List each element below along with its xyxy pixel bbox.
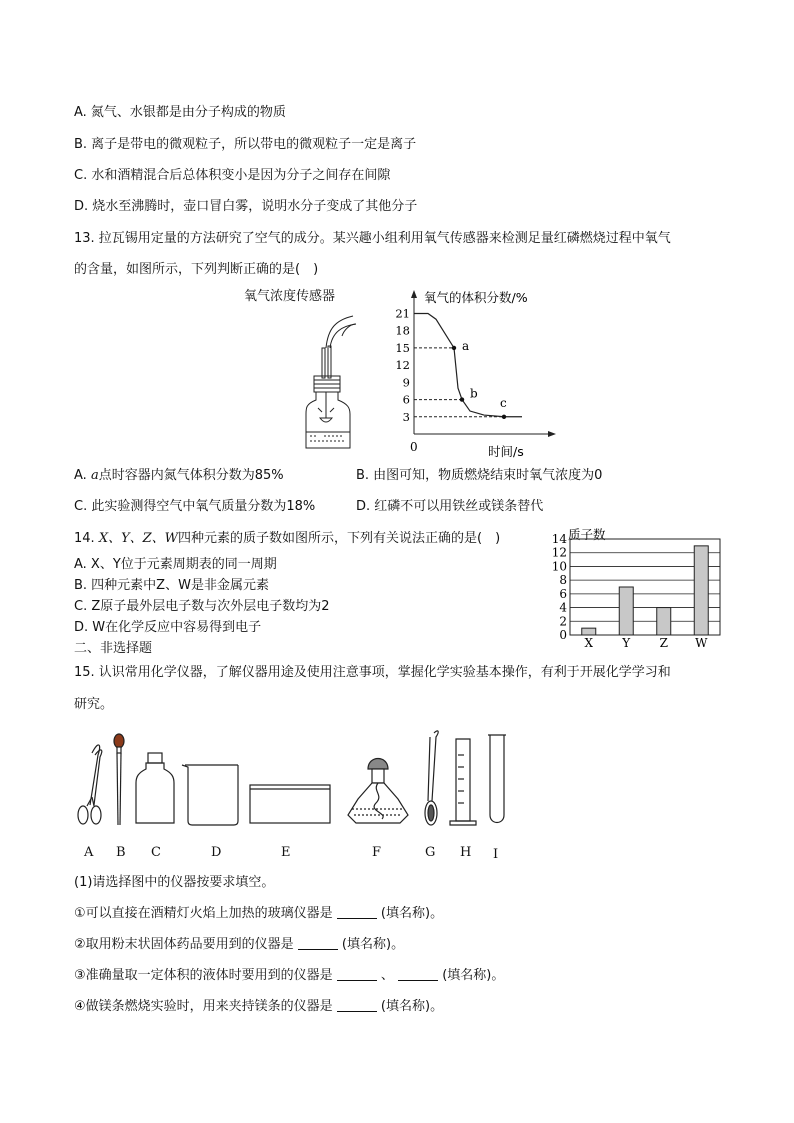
- chart-origin: 0: [410, 440, 418, 454]
- x-tick-label: W: [695, 636, 708, 650]
- reagent-bottle-icon: [136, 753, 174, 823]
- q13-option-d: D. 红磷不可以用铁丝或镁条替代: [356, 499, 544, 514]
- graduated-cylinder-icon: [450, 739, 476, 825]
- beaker-icon: [182, 765, 238, 825]
- y-tick-label: 15: [395, 340, 410, 355]
- spoon-icon: [425, 731, 438, 825]
- q14-option-a: A. X、Y位于元素周期表的同一周期: [74, 557, 277, 572]
- answer-blank[interactable]: [337, 906, 377, 919]
- q12-option-a: A. 氮气、水银都是由分子构成的物质: [74, 105, 286, 120]
- y-tick-label: 6: [559, 586, 567, 601]
- answer-blank[interactable]: [337, 999, 377, 1012]
- glass-trough-icon: [250, 785, 330, 823]
- q13-option-c: C. 此实验测得空气中氧气质量分数为18%: [74, 499, 316, 514]
- q14-option-d: D. W在化学反应中容易得到电子: [74, 620, 262, 635]
- dropper-icon: [114, 734, 124, 825]
- y-tick-label: 9: [402, 375, 410, 390]
- q14-option-b: B. 四种元素中Z、W是非金属元素: [74, 578, 269, 593]
- label-h: H: [460, 845, 472, 860]
- point-b: [460, 397, 464, 401]
- q13-stem-line1: 13. 拉瓦锡用定量的方法研究了空气的成分。某兴趣小组利用氧气传感器来检测足量红磷燃烧过程中氧气: [74, 231, 671, 246]
- label-b: B: [116, 845, 126, 860]
- label-e: E: [281, 845, 291, 860]
- lab-instruments-figure: [70, 725, 530, 835]
- y-tick-label: 21: [395, 306, 410, 321]
- x-tick-label: X: [584, 636, 594, 650]
- q15-sub1: (1)请选择图中的仪器按要求填空。: [74, 875, 275, 890]
- point-label-c: c: [500, 395, 507, 410]
- q15-item2: ②取用粉末状固体药品要用到的仪器是 (填名称)。: [74, 937, 405, 952]
- q13-option-b: B. 由图可知，物质燃烧结束时氧气浓度为0: [356, 468, 603, 483]
- q12-option-d: D. 烧水至沸腾时，壶口冒白雾，说明水分子变成了其他分子: [74, 199, 418, 214]
- label-g: G: [425, 845, 436, 860]
- bar-X: [582, 628, 596, 635]
- x-tick-label: Z: [659, 636, 668, 650]
- alcohol-lamp-icon: [348, 759, 408, 824]
- crucible-tongs-icon: [78, 745, 102, 824]
- q15-item3: ③准确量取一定体积的液体时要用到的仪器是 、 (填名称)。: [74, 968, 505, 983]
- proton-bar-chart: [548, 527, 724, 655]
- oxygen-line-chart: [390, 284, 560, 464]
- y-tick-label: 10: [551, 559, 567, 574]
- q13-option-a: A. a点时容器内氮气体积分数为85%: [74, 468, 284, 483]
- x-axis-arrow: [548, 431, 556, 437]
- answer-blank[interactable]: [398, 968, 438, 981]
- q14-stem: 14. X、Y、Z、W四种元素的质子数如图所示，下列有关说法正确的是( ): [74, 531, 501, 546]
- chart-xlabel: 时间/s: [488, 444, 524, 459]
- q15-item1: ①可以直接在酒精灯火焰上加热的玻璃仪器是 (填名称)。: [74, 906, 444, 921]
- chart-ylabel: 氧气的体积分数/%: [424, 290, 528, 305]
- oxygen-sensor-apparatus: [298, 308, 368, 456]
- point-label-a: a: [462, 338, 470, 353]
- q12-option-b: B. 离子是带电的微观粒子，所以带电的微观粒子一定是离子: [74, 137, 417, 152]
- sensor-label: 氧气浓度传感器: [244, 289, 336, 304]
- y-tick-label: 12: [551, 545, 567, 560]
- label-a: A: [84, 845, 94, 860]
- point-label-b: b: [470, 386, 478, 401]
- q15-stem-line1: 15. 认识常用化学仪器，了解仪器用途及使用注意事项，掌握化学实验基本操作，有利于开展化学学习和: [74, 665, 671, 680]
- answer-blank[interactable]: [337, 968, 377, 981]
- y-axis-arrow: [411, 290, 417, 298]
- bar-Y: [619, 587, 633, 635]
- y-tick-label: 4: [559, 600, 567, 615]
- label-c: C: [151, 845, 161, 860]
- section-heading: 二、非选择题: [74, 641, 153, 656]
- point-a: [452, 346, 456, 350]
- y-tick-label: 3: [402, 409, 410, 424]
- bar-W: [694, 546, 708, 635]
- x-tick-label: Y: [622, 636, 631, 650]
- y-tick-label: 0: [559, 628, 567, 642]
- point-c: [502, 415, 506, 419]
- answer-blank[interactable]: [298, 937, 338, 950]
- bar-chart-title: 质子数: [568, 527, 606, 542]
- test-tube-icon: [488, 735, 506, 823]
- q14-option-c: C. Z原子最外层电子数与次外层电子数均为2: [74, 599, 330, 614]
- y-tick-label: 14: [551, 532, 567, 546]
- bar-Z: [657, 608, 671, 635]
- q13-stem-line2: 的含量，如图所示，下列判断正确的是( ): [74, 262, 319, 277]
- y-tick-label: 2: [559, 614, 567, 629]
- q15-stem-line2: 研究。: [74, 697, 114, 712]
- q15-item4: ④做镁条燃烧实验时，用来夹持镁条的仪器是 (填名称)。: [74, 999, 444, 1014]
- label-d: D: [211, 845, 222, 860]
- y-tick-label: 6: [402, 392, 410, 407]
- y-tick-label: 18: [395, 323, 410, 338]
- label-f: F: [372, 845, 382, 860]
- y-tick-label: 8: [559, 573, 567, 588]
- label-i: I: [493, 847, 499, 862]
- q12-option-c: C. 水和酒精混合后总体积变小是因为分子之间存在间隙: [74, 168, 391, 183]
- y-tick-label: 12: [395, 358, 410, 373]
